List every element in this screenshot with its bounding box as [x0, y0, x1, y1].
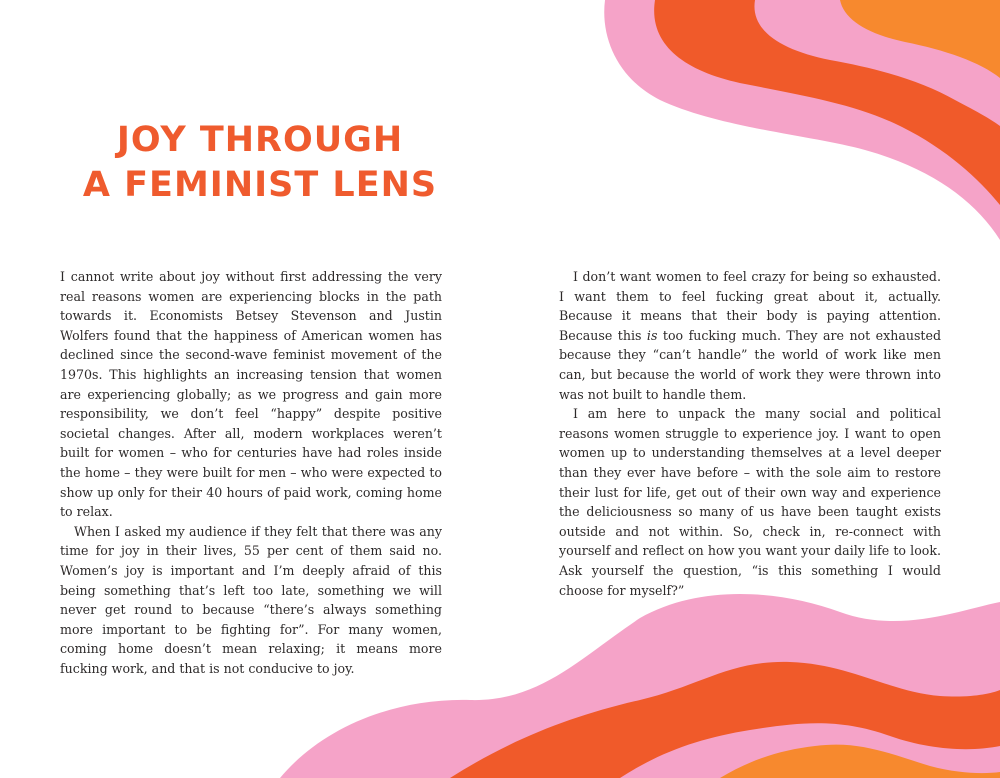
paragraph: I am here to unpack the many social and political reasons women struggle to experience joy. I want to open women up to understanding themselves at a level deeper than they ever have before – with the sole aim to restore their lust for life, get out of their own way and experience the deliciousness so many of us have been taught exists outside and not within. So, check in, re-connect with yourself and reflect on how you want your daily life to look. Ask yourself the question, “is this something I would choose for myself?”	[559, 406, 941, 598]
paragraph	[559, 267, 941, 404]
paragraph: When I asked my audience if they felt that there was any time for joy in their lives, 55 per cent of them said no. Women’s joy is important and I’m deeply afraid of this being something that’s left too late, something we will never get round to because “there’s always something more important to be fighting for”. For many women, coming home doesn’t mean relaxing; it means more fucking work, and that is not conducive to joy.	[60, 523, 442, 676]
paragraph-text: I don’t want women to feel crazy for being so exhausted. I want them to feel fucking great about it, actually. Because it means that their body is paying attention. Because this	[559, 269, 941, 343]
chapter-title-line-1: JOY THROUGH	[116, 120, 404, 160]
wave-decoration-top	[600, 0, 1000, 240]
left-text-column	[60, 267, 442, 678]
chapter-title-line-2: A FEMINIST LENS	[82, 165, 438, 205]
right-text-column	[559, 267, 941, 600]
paragraph: I cannot write about joy without first addressing the very real reasons women are experiencing blocks in the path towards it. Economists Betsey Stevenson and Justin Wolfers found that the happiness of American women has declined since the second-wave feminist movement of the 1970s. This highlights an increasing tension that women are experiencing globally; as we progress and gain more responsibility, we don’t feel “happy” despite positive societal changes. After all, modern workplaces weren’t built for women – who for centuries have had roles inside the home – they were built for men – who were expected to show up only for their 40 hours of paid work, coming home to relax.	[60, 269, 442, 520]
emphasis-text: is	[646, 327, 658, 343]
paragraph-text: too fucking much. They are not exhausted because they “can’t handle” the world of work like men can, but because the world of work they were thrown into was not built to handle them.	[559, 327, 942, 402]
chapter-title	[60, 118, 460, 208]
